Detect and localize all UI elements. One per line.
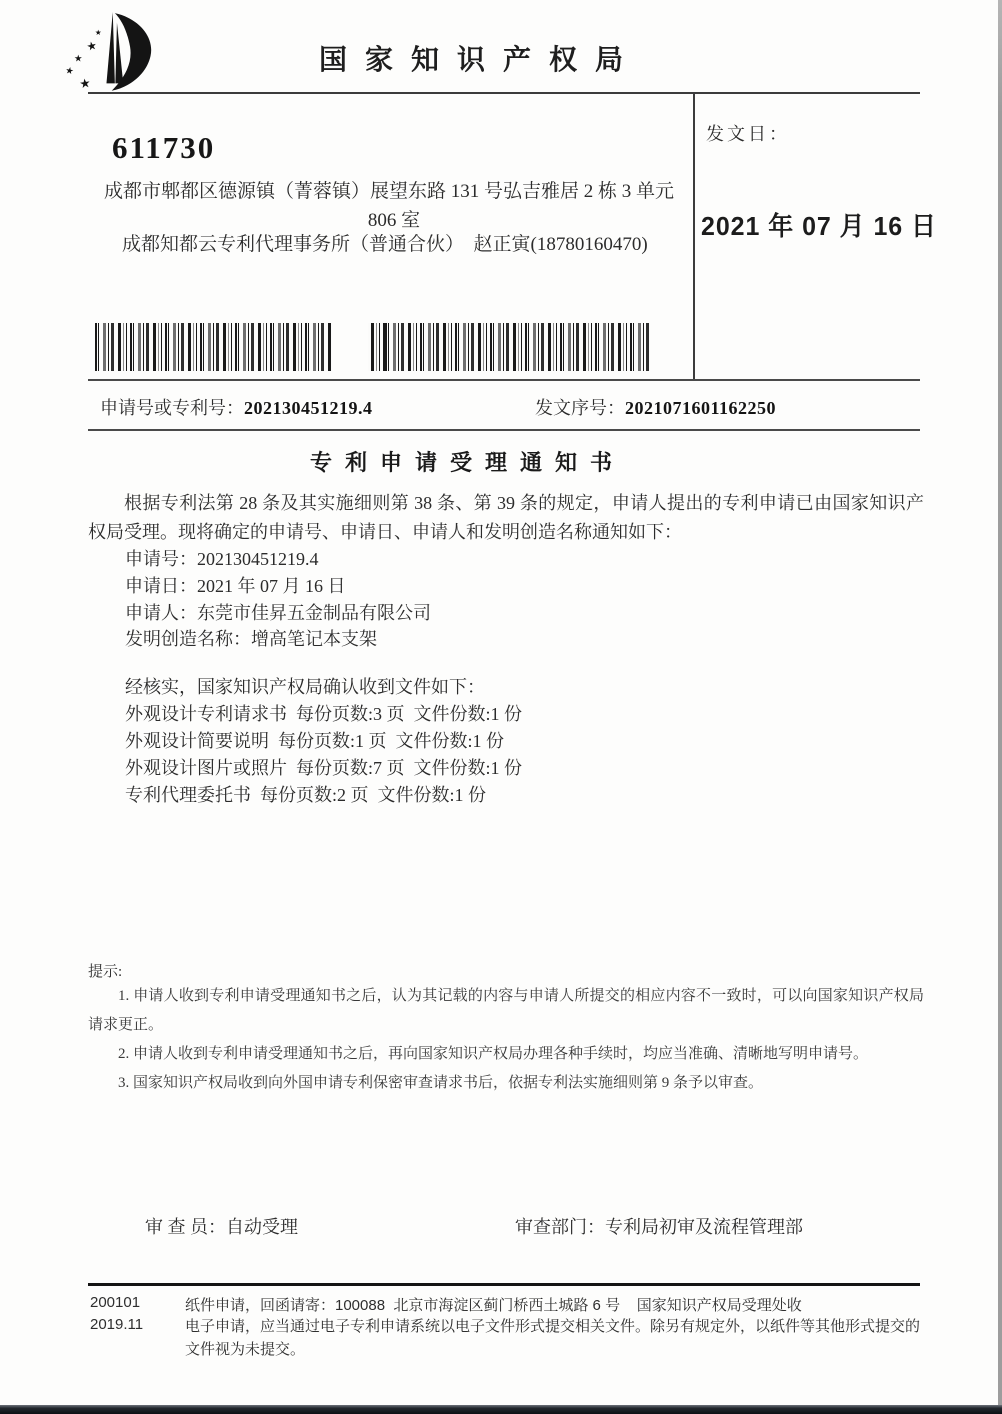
department-field <box>515 1213 803 1239</box>
header-rule <box>88 92 920 94</box>
received-doc-item: 外观设计简要说明 每份页数:1 页 文件份数:1 份 <box>125 731 504 751</box>
received-doc-item: 外观设计专利请求书 每份页数:3 页 文件份数:1 份 <box>125 704 522 724</box>
svg-text:★: ★ <box>78 75 92 92</box>
dispatch-date-value: 2021 年 07 月 16 日 <box>701 211 937 241</box>
detail-value: 东莞市佳昇五金制品有限公司 <box>197 602 431 623</box>
tip-item-3: 3. 国家知识产权局收到向外国申请专利保密审查请求书后，依据专利法实施细则第 9 条予以审查。 <box>118 1075 764 1091</box>
scan-edge-right <box>998 0 1002 1414</box>
serial-number-value: 2021071601162250 <box>625 398 777 418</box>
footer-paper-filing-note: 纸件申请，回函请寄：100088 北京市海淀区蓟门桥西土城路 6 号 国家知识产权局受理处收 <box>185 1297 802 1314</box>
agency-title: 国家知识产权局 <box>318 45 641 76</box>
svg-text:★: ★ <box>85 39 99 54</box>
svg-text:★: ★ <box>64 66 75 78</box>
tips-label: 提示: <box>88 964 123 980</box>
detail-value: 增高笔记本支架 <box>251 629 377 650</box>
detail-label: 申请人： <box>125 602 197 623</box>
department-label: 审查部门： <box>515 1217 605 1237</box>
examiner-value: 自动受理 <box>226 1217 298 1237</box>
mailing-recipient: 成都知都云专利代理事务所（普通合伙） 赵正寅(18780160470) <box>122 234 648 255</box>
footer-rule <box>88 1283 920 1286</box>
svg-text:★: ★ <box>73 54 83 65</box>
barcode-left <box>95 323 332 371</box>
received-doc-item: 外观设计图片或照片 每份页数:7 页 文件份数:1 份 <box>125 758 522 778</box>
examiner-field <box>145 1213 298 1239</box>
detail-invention-title <box>125 626 431 653</box>
mailing-address-line2: 806 室 <box>367 210 421 231</box>
detail-value: 202130451219.4 <box>197 549 319 569</box>
received-documents <box>125 674 522 809</box>
serial-number-field <box>535 394 776 420</box>
department-value: 专利局初审及流程管理部 <box>605 1217 803 1237</box>
svg-text:★: ★ <box>94 28 102 38</box>
serial-number-label: 发文序号： <box>535 398 625 418</box>
application-number-value: 202130451219.4 <box>244 398 373 418</box>
tips-list <box>88 982 924 1098</box>
scan-edge-bottom <box>0 1405 1002 1414</box>
numbers-rule <box>88 429 920 431</box>
form-revision-date: 2019.11 <box>90 1316 144 1333</box>
detail-value: 2021 年 07 月 16 日 <box>197 575 346 596</box>
detail-filing-date <box>125 573 431 600</box>
received-intro: 经核实，国家知识产权局确认收到文件如下： <box>125 677 485 697</box>
examiner-label: 审 查 员： <box>145 1217 226 1237</box>
barcode-right <box>368 323 650 371</box>
dispatch-date-label: 发文日： <box>706 124 790 144</box>
mailing-address-line1: 成都市郫都区德源镇（菁蓉镇）展望东路 131 号弘吉雅居 2 栋 3 单元 <box>104 181 675 202</box>
detail-application-no <box>125 546 431 573</box>
tip-item-1: 1. 申请人收到专利申请受理通知书之后，认为其记载的内容与申请人所提交的相应内容不一致时，可以向国家知识产权局请求更正。 <box>88 988 924 1033</box>
received-doc-item: 专利代理委托书 每份页数:2 页 文件份数:1 份 <box>125 785 487 805</box>
detail-label: 申请日： <box>125 575 197 596</box>
tip-item-2: 2. 申请人收到专利申请受理通知书之后，再向国家知识产权局办理各种手续时，均应当准确、清晰地写明申请号。 <box>118 1046 869 1062</box>
detail-label: 申请号： <box>125 549 197 569</box>
barcode-rule <box>88 379 920 381</box>
detail-label: 发明创造名称： <box>125 629 251 650</box>
footer-electronic-filing-note: 电子申请，应当通过电子专利申请系统以电子文件形式提交相关文件。除另有规定外，以纸件等其他形式提交的文件视为未提交。 <box>185 1318 921 1358</box>
application-details <box>125 546 431 653</box>
detail-applicant <box>125 600 431 627</box>
form-code: 200101 <box>90 1294 141 1311</box>
notice-intro: 根据专利法第 28 条及其实施细则第 38 条、第 39 条的规定，申请人提出的专利申请已由国家知识产权局受理。现将确定的申请号、申请日、申请人和发明创造名称通知如下： <box>88 493 924 542</box>
application-number-field <box>100 394 373 420</box>
application-number-label: 申请号或专利号： <box>100 398 244 418</box>
notice-title: 专利申请受理通知书 <box>309 450 625 475</box>
postal-code: 611730 <box>112 130 216 165</box>
